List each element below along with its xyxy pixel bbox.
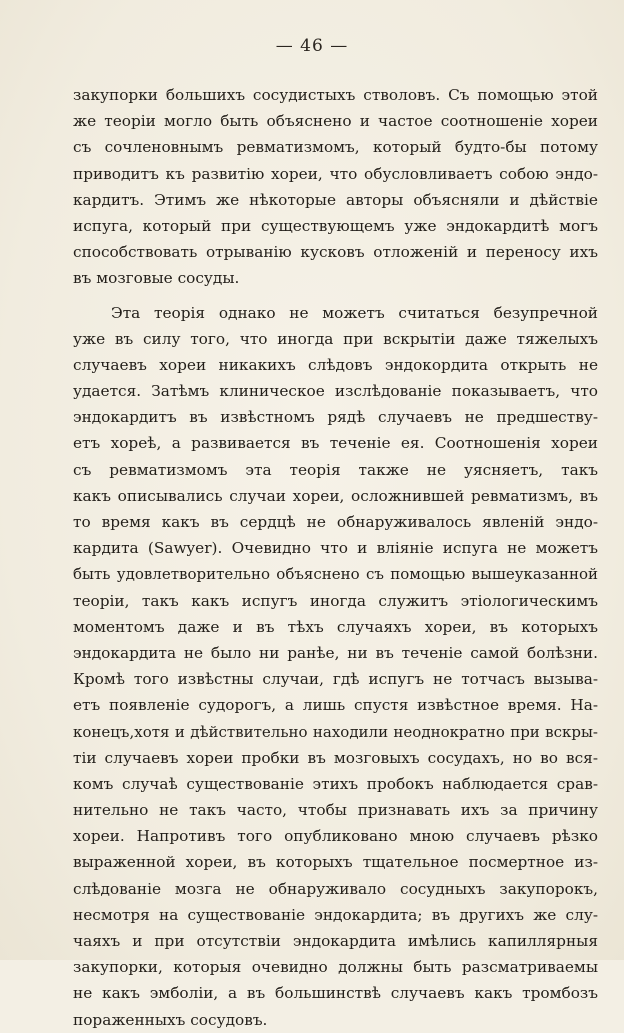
paragraph-gap — [73, 292, 598, 300]
text-line: съ ревматизмомъ эта теорія также не уясняетъ, такъ — [73, 460, 598, 479]
text-line: пораженныхъ сосудовъ. — [73, 1010, 268, 1029]
text-line: удается. Затѣмъ клиническое изслѣдованіе показываетъ, что — [73, 382, 598, 401]
paragraph-2 — [73, 300, 598, 1033]
text-line: то время какъ въ сердцѣ не обнаруживалось явленій эндо- — [73, 513, 598, 531]
text-line: эндокардитъ въ извѣстномъ рядѣ случаевъ не предшеству- — [73, 408, 598, 427]
text-line: уже въ силу того, что иногда при вскрытіи даже тяжелыхъ — [73, 329, 598, 348]
text-line: хореи. Напротивъ того опубликовано мною случаевъ рѣзко — [73, 827, 598, 846]
text-line: не какъ эмболіи, а въ большинствѣ случаевъ какъ тромбозъ — [73, 984, 598, 1003]
text-line: приводитъ къ развитію хореи, что обусловливаетъ собою эндо- — [73, 164, 598, 183]
text-line: комъ случаѣ существованіе этихъ пробокъ наблюдается срав- — [73, 774, 598, 793]
text-line: выраженной хореи, въ которыхъ тщательное посмертное из- — [73, 853, 598, 872]
text-line: несмотря на существованіе эндокардита; въ другихъ же слу- — [73, 905, 598, 924]
text-line: конецъ,хотя и дѣйствительно находили неоднократно при вскры- — [73, 722, 598, 741]
page-number: — 46 — — [275, 36, 349, 56]
text-line: Эта теорія однако не можетъ считаться безупречной — [111, 303, 598, 322]
text-line: етъ хореѣ, а развивается въ теченіе ея. Соотношенія хореи — [73, 434, 598, 453]
paragraph-1 — [73, 82, 598, 292]
text-line: случаевъ хореи никакихъ слѣдовъ эндокордита открыть не — [73, 355, 598, 374]
text-line: эндокардита не было ни ранѣе, ни въ теченіе самой болѣзни. — [73, 643, 598, 662]
text-line: теоріи, такъ какъ испугъ иногда служитъ этіологическимъ — [73, 591, 598, 610]
text-line: Кромѣ того извѣстны случаи, гдѣ испугъ не тотчасъ вызыва- — [73, 670, 598, 689]
text-line: въ мозговые сосуды. — [73, 269, 240, 288]
text-line: же теоріи могло быть объяснено и частое соотношеніе хореи — [73, 112, 598, 131]
text-line: кардитъ. Этимъ же нѣкоторые авторы объясняли и дѣйствіе — [73, 190, 598, 209]
text-line: етъ появленіе судорогъ, а лишь спустя извѣстное время. На- — [73, 696, 598, 715]
text-line: быть удовлетворительно объяснено съ помощью вышеуказанной — [73, 565, 598, 584]
body-text — [73, 82, 598, 1033]
text-line: чаяхъ и при отсутствіи эндокардита имѣлись капиллярныя — [73, 932, 598, 950]
text-line: моментомъ даже и въ тѣхъ случаяхъ хореи, въ которыхъ — [73, 617, 598, 636]
text-line: нительно не такъ часто, чтобы признавать ихъ за причину — [73, 801, 598, 820]
text-line: способствовать отрыванію кусковъ отложеній и переносу ихъ — [73, 243, 598, 262]
text-line: испуга, который при существующемъ уже эндокардитѣ могъ — [73, 216, 598, 235]
text-line: закупорки, которыя очевидно должны быть разсматриваемы — [73, 958, 598, 977]
text-line: тіи случаевъ хореи пробки въ мозговыхъ сосудахъ, но во вся- — [73, 748, 598, 767]
text-line: слѣдованіе мозга не обнаруживало сосудныхъ закупорокъ, — [73, 879, 598, 898]
text-line: кардита (Sawyer). Очевидно что и вліяніе испуга не можетъ — [73, 539, 598, 558]
text-line: какъ описывались случаи хореи, осложнившей ревматизмъ, въ — [73, 486, 598, 505]
text-line: закупорки большихъ сосудистыхъ стволовъ. Съ помощью этой — [73, 86, 598, 104]
text-line: съ сочленовнымъ ревматизмомъ, который будто-бы потому — [73, 138, 598, 157]
